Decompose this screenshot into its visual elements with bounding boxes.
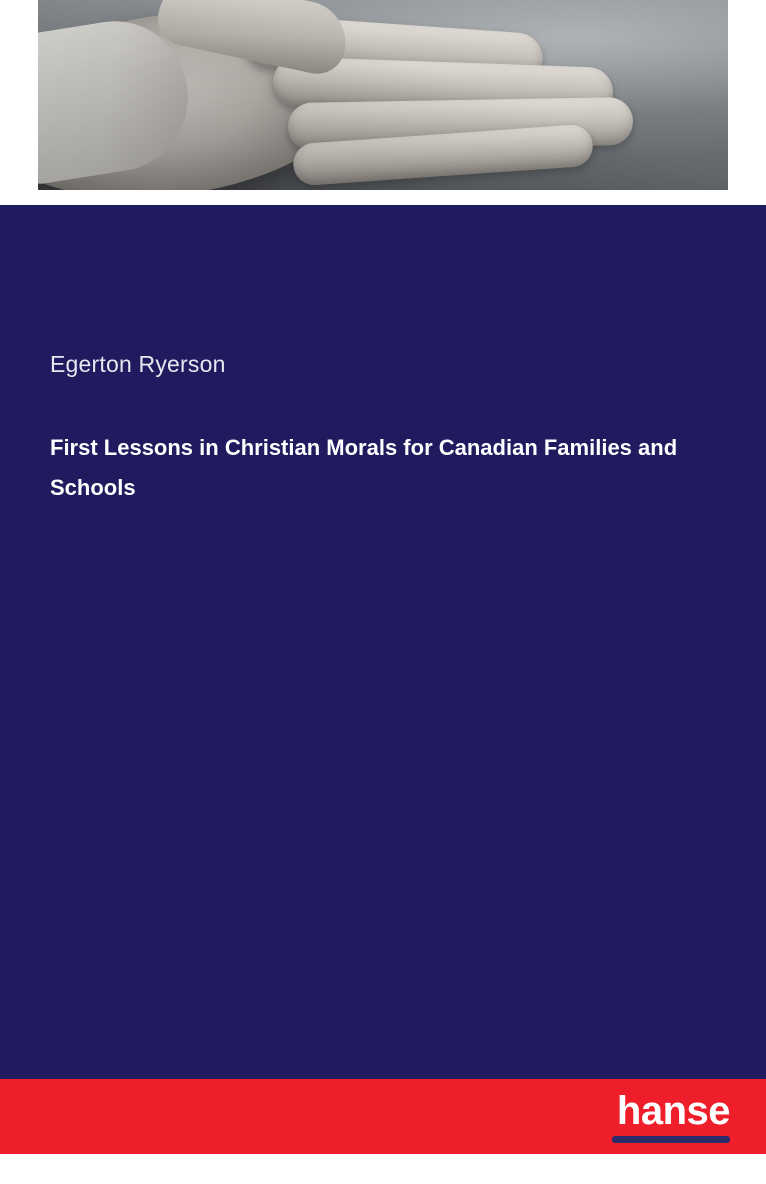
hanse-logo-underline	[612, 1136, 730, 1143]
book-title: First Lessons in Christian Morals for Canadian Families and Schools	[50, 435, 678, 500]
bottom-margin	[0, 1154, 766, 1184]
cover-photo-band	[0, 0, 766, 205]
hanse-logo-text: hanse	[616, 1089, 730, 1133]
open-hand-photo	[38, 0, 728, 190]
photo-shading-overlay	[38, 0, 728, 190]
publisher-footer-band	[0, 1079, 766, 1154]
author-name: Egerton Ryerson	[50, 351, 226, 377]
cover-main-panel	[0, 205, 766, 1079]
